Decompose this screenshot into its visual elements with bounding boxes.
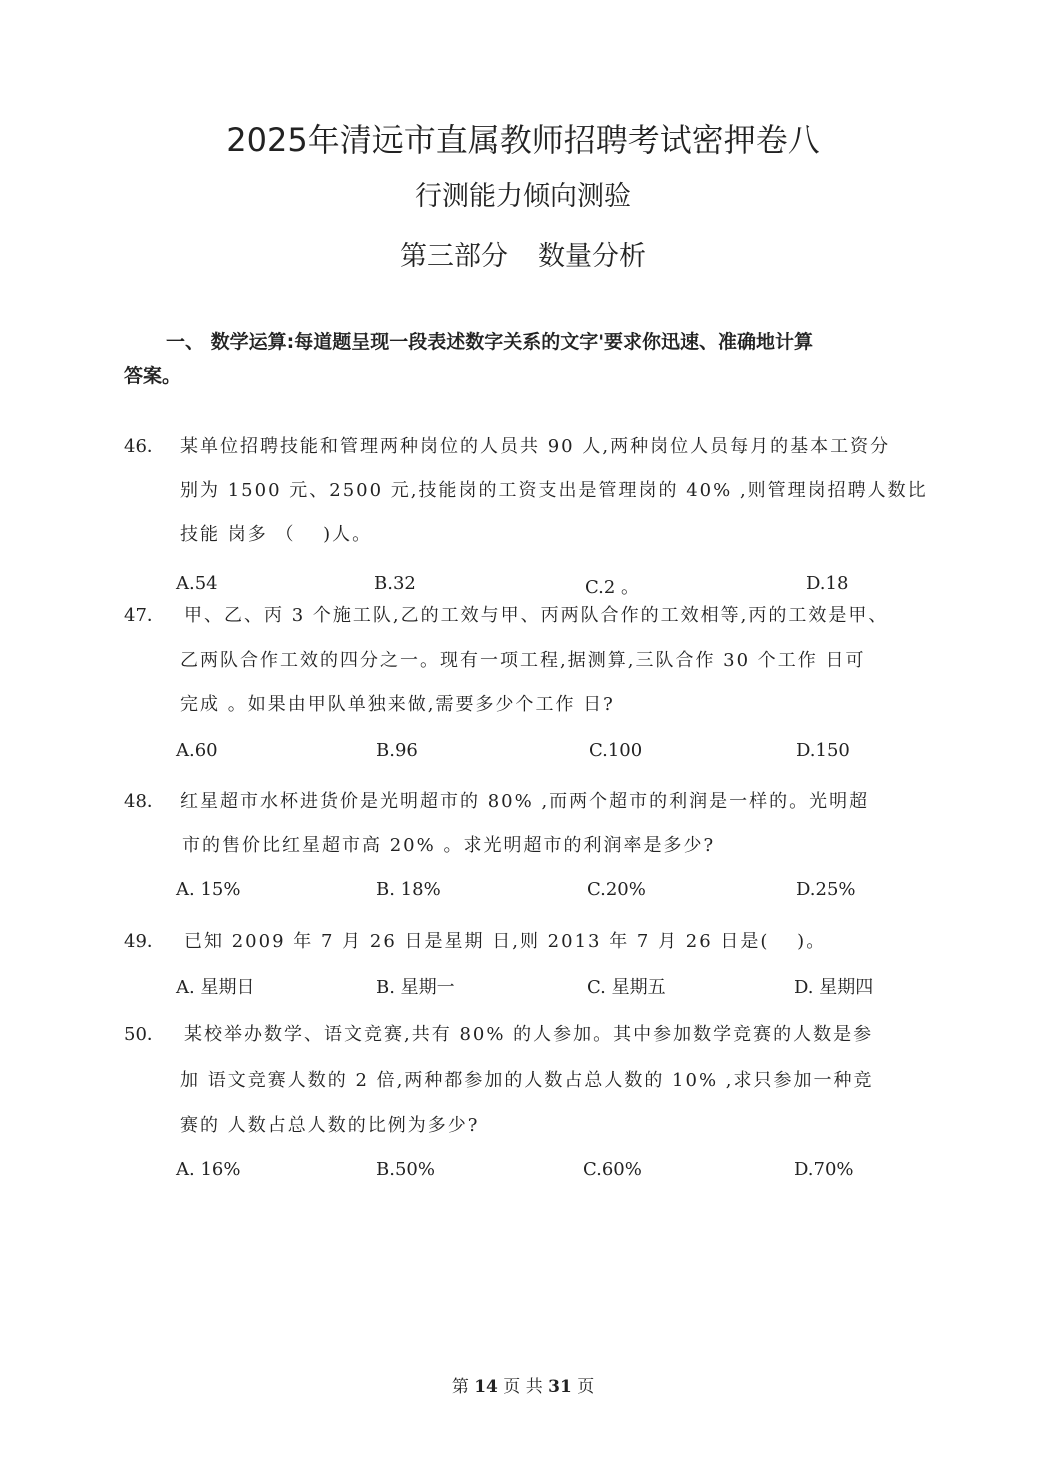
footer-page-number: 14 [474,1377,498,1397]
page-title: 2025年清远市直属教师招聘考试密押卷八 [226,121,820,159]
option-c: C.2 。 [585,577,640,598]
question-number: 46． [124,436,165,457]
option-c: C.60% [583,1159,642,1180]
question-line: 某单位招聘技能和管理两种岗位的人员共 90 人,两种岗位人员每月的基本工资分 [180,436,891,457]
footer-middle: 页 共 [503,1377,543,1397]
question-line: 市的售价比红星超市高 20% 。求光明超市的利润率是多少? [182,835,716,856]
question-number: 48． [124,791,165,812]
page-subtitle: 行测能力倾向测验 [415,181,631,212]
option-a: A. 15% [176,879,241,900]
option-d: D.25% [796,879,856,900]
section-part-name: 数量分析 [538,241,646,272]
footer-prefix: 第 [451,1377,469,1397]
option-d: D.18 [806,573,849,594]
instruction-line: 一、 数学运算:每道题呈现一段表述数字关系的文字'要求你迅速、准确地计算 [166,331,814,353]
question-line: 甲、乙、丙 3 个施工队,乙的工效与甲、丙两队合作的工效相等,丙的工效是甲、 [184,605,889,626]
question-number: 47． [124,605,165,626]
option-b: B.32 [374,573,416,594]
question-line: 技能 岗多 （ )人。 [180,524,373,545]
instruction-block [124,325,924,393]
option-c: C.20% [587,879,646,900]
option-d: D.70% [794,1159,854,1180]
question-line: 某校举办数学、语文竞赛,共有 80% 的人参加。其中参加数学竞赛的人数是参 [184,1024,874,1045]
footer-suffix: 页 [577,1377,595,1397]
option-a: A.54 [176,573,218,594]
instruction-line: 答案。 [124,365,182,387]
option-b: B.50% [376,1159,435,1180]
question-line: 红星超市水杯进货价是光明超市的 80% ,而两个超市的利润是一样的。光明超 [180,791,870,812]
option-b: B. 18% [376,879,441,900]
question-number: 50． [124,1024,165,1045]
option-c: C. 星期五 [587,977,666,998]
question-number: 49． [124,931,165,952]
option-d: D.150 [796,740,850,761]
option-d: D. 星期四 [794,977,874,998]
page-footer [0,1372,1046,1397]
option-c: C.100 [589,740,643,761]
question-line: 加 语文竞赛人数的 2 倍,两种都参加的人数占总人数的 10% ,求只参加一种竞 [180,1070,874,1091]
question-line: 乙两队合作工效的四分之一。现有一项工程,据测算,三队合作 30 个工作 日可 [180,650,866,671]
option-a: A. 星期日 [176,977,255,998]
section-heading [0,234,1046,273]
footer-total-pages: 31 [548,1377,572,1397]
question-line: 别为 1500 元、2500 元,技能岗的工资支出是管理岗的 40% ,则管理岗招聘人数比 [180,480,928,501]
option-b: B. 星期一 [376,977,455,998]
question-line: 赛的 人数占总人数的比例为多少? [180,1115,480,1136]
option-a: A.60 [176,740,218,761]
question-line: 完成 。如果由甲队单独来做,需要多少个工作 日? [180,694,615,715]
option-a: A. 16% [176,1159,241,1180]
option-b: B.96 [376,740,418,761]
section-part-label: 第三部分 [400,241,508,272]
question-line: 已知 2009 年 7 月 26 日是星期 日,则 2013 年 7 月 26 日是( )。 [184,931,827,952]
